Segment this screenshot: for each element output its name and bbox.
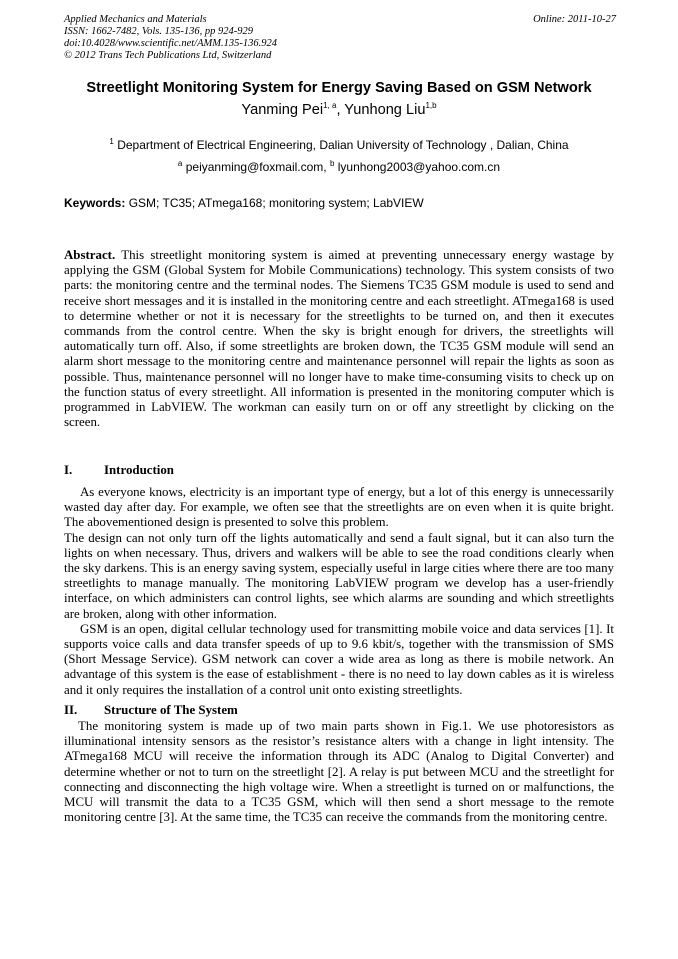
section-number: II. <box>64 703 78 717</box>
journal-name: Applied Mechanics and Materials <box>64 14 207 25</box>
paragraph: As everyone knows, electricity is an important type of energy, but a lot of this energy is unnecessarily wasted day after day. For example, we often see that the streetlights are on even when it is quite bright. The abovementioned design is presented to solve this problem. <box>64 485 614 530</box>
email-link[interactable]: peiyanming@foxmail.com, <box>185 160 327 174</box>
abstract-text: This streetlight monitoring system is aimed at preventing unnecessary energy wastage by applying the GSM (Global System for Mobile Communications) technology. This system consists of two parts: the monitoring centre and the terminal nodes. The Siemens TC35 GSM module is used to send and receive short messages and it is installed in the monitoring centre and each streetlight. ATmega168 is used to determine whether or not it is necessary for the streetlights to be turned on, and then it executes commands from the control centre. When the sky is bright enough for drivers, the streetlights will automatically turn off. Also, if some streetlights are broken down, the TC35 GSM module will send an alarm short message to the monitoring centre and maintenance personnel will repair the lights as soon as possible. Thus, maintenance personnel will no longer have to make time-consuming visits to check up on the function status of every streetlight. All information is presented in the monitoring computer which is programmed in LabVIEW. The workman can easily turn on or off any streetlight by clicking on the screen. <box>64 248 614 430</box>
affiliation-superscript: 1 <box>109 137 114 146</box>
section-title: Introduction <box>104 463 174 477</box>
author-superscript: 1,b <box>425 101 437 111</box>
author-separator: , <box>336 102 345 118</box>
section-heading-introduction <box>64 463 174 478</box>
author-name: Yunhong Liu <box>344 102 426 118</box>
author-superscript: 1, a <box>323 101 337 111</box>
issn-line: ISSN: 1662-7482, Vols. 135-136, pp 924-929 <box>64 26 253 37</box>
journal-header <box>64 14 616 62</box>
affiliation-text: Department of Electrical Engineering, Dalian University of Technology , Dalian, China <box>117 138 569 152</box>
keywords-label: Keywords: <box>64 196 126 210</box>
email-superscript: a <box>177 159 183 168</box>
abstract <box>64 248 614 430</box>
paragraph: The monitoring system is made up of two main parts shown in Fig.1. We use photoresistors as illuminational intensity sensors as the resistor’s resistance alters with a change in light intensity. The ATmega168 MCU will receive the information through its ADC (Analog to Digital Converter) and determine whether or not to turn on the streetlight [2]. A relay is put between MCU and the streetlight for connecting and disconnecting the high voltage wire. When a streetlight is turned on or malfunctions, the MCU will transmit the data to a TC35 GSM, which will then send a short message to the remote monitoring centre [3]. At the same time, the TC35 can receive the commands from the monitoring centre. <box>64 719 614 825</box>
doi-line: doi:10.4028/www.scientific.net/AMM.135-136.924 <box>64 38 277 49</box>
author-list <box>40 102 638 118</box>
section-heading-structure <box>64 703 238 718</box>
section-number: I. <box>64 463 73 477</box>
paper-title: Streetlight Monitoring System for Energy Saving Based on GSM Network <box>86 80 592 96</box>
email-line <box>40 160 638 174</box>
section-title: Structure of The System <box>104 703 238 717</box>
email-link[interactable]: lyunhong2003@yahoo.com.cn <box>337 160 501 174</box>
keywords <box>64 196 624 210</box>
paragraph: The design can not only turn off the lights automatically and send a fault signal, but it can also turn the lights on when necessary. Thus, drivers and walkers will be able to see the road conditions clearly when the sky darkens. This is an energy saving system, especially useful in large cities where there are too many streetlights to manage manually. The monitoring LabVIEW program we develop has a user-friendly interface, on which administers can control lights, see which alarms are sounding and which streetlights are broken, along with other information. <box>64 530 614 621</box>
keywords-text: GSM; TC35; ATmega168; monitoring system; LabVIEW <box>128 196 424 210</box>
abstract-label: Abstract. <box>64 248 116 262</box>
section-body-introduction <box>64 485 614 698</box>
copyright-line: © 2012 Trans Tech Publications Ltd, Switzerland <box>64 50 272 61</box>
online-date: Online: 2011-10-27 <box>533 14 616 25</box>
affiliation <box>40 138 638 152</box>
section-body-structure <box>64 719 614 825</box>
email-superscript: b <box>329 159 335 168</box>
author-name: Yanming Pei <box>241 102 324 118</box>
paragraph: GSM is an open, digital cellular technology used for transmitting mobile voice and data services [1]. It supports voice calls and data transfer speeds of up to 9.6 kbit/s, together with the transmission of SMS (Short Message Service). GSM network can cover a wide area as long as there is mobile network. An advantage of this system is the ease of establishment - there is no need to lay down cables as it is wireless and it only requires the installation of a control unit onto existing streetlights. <box>64 621 614 697</box>
